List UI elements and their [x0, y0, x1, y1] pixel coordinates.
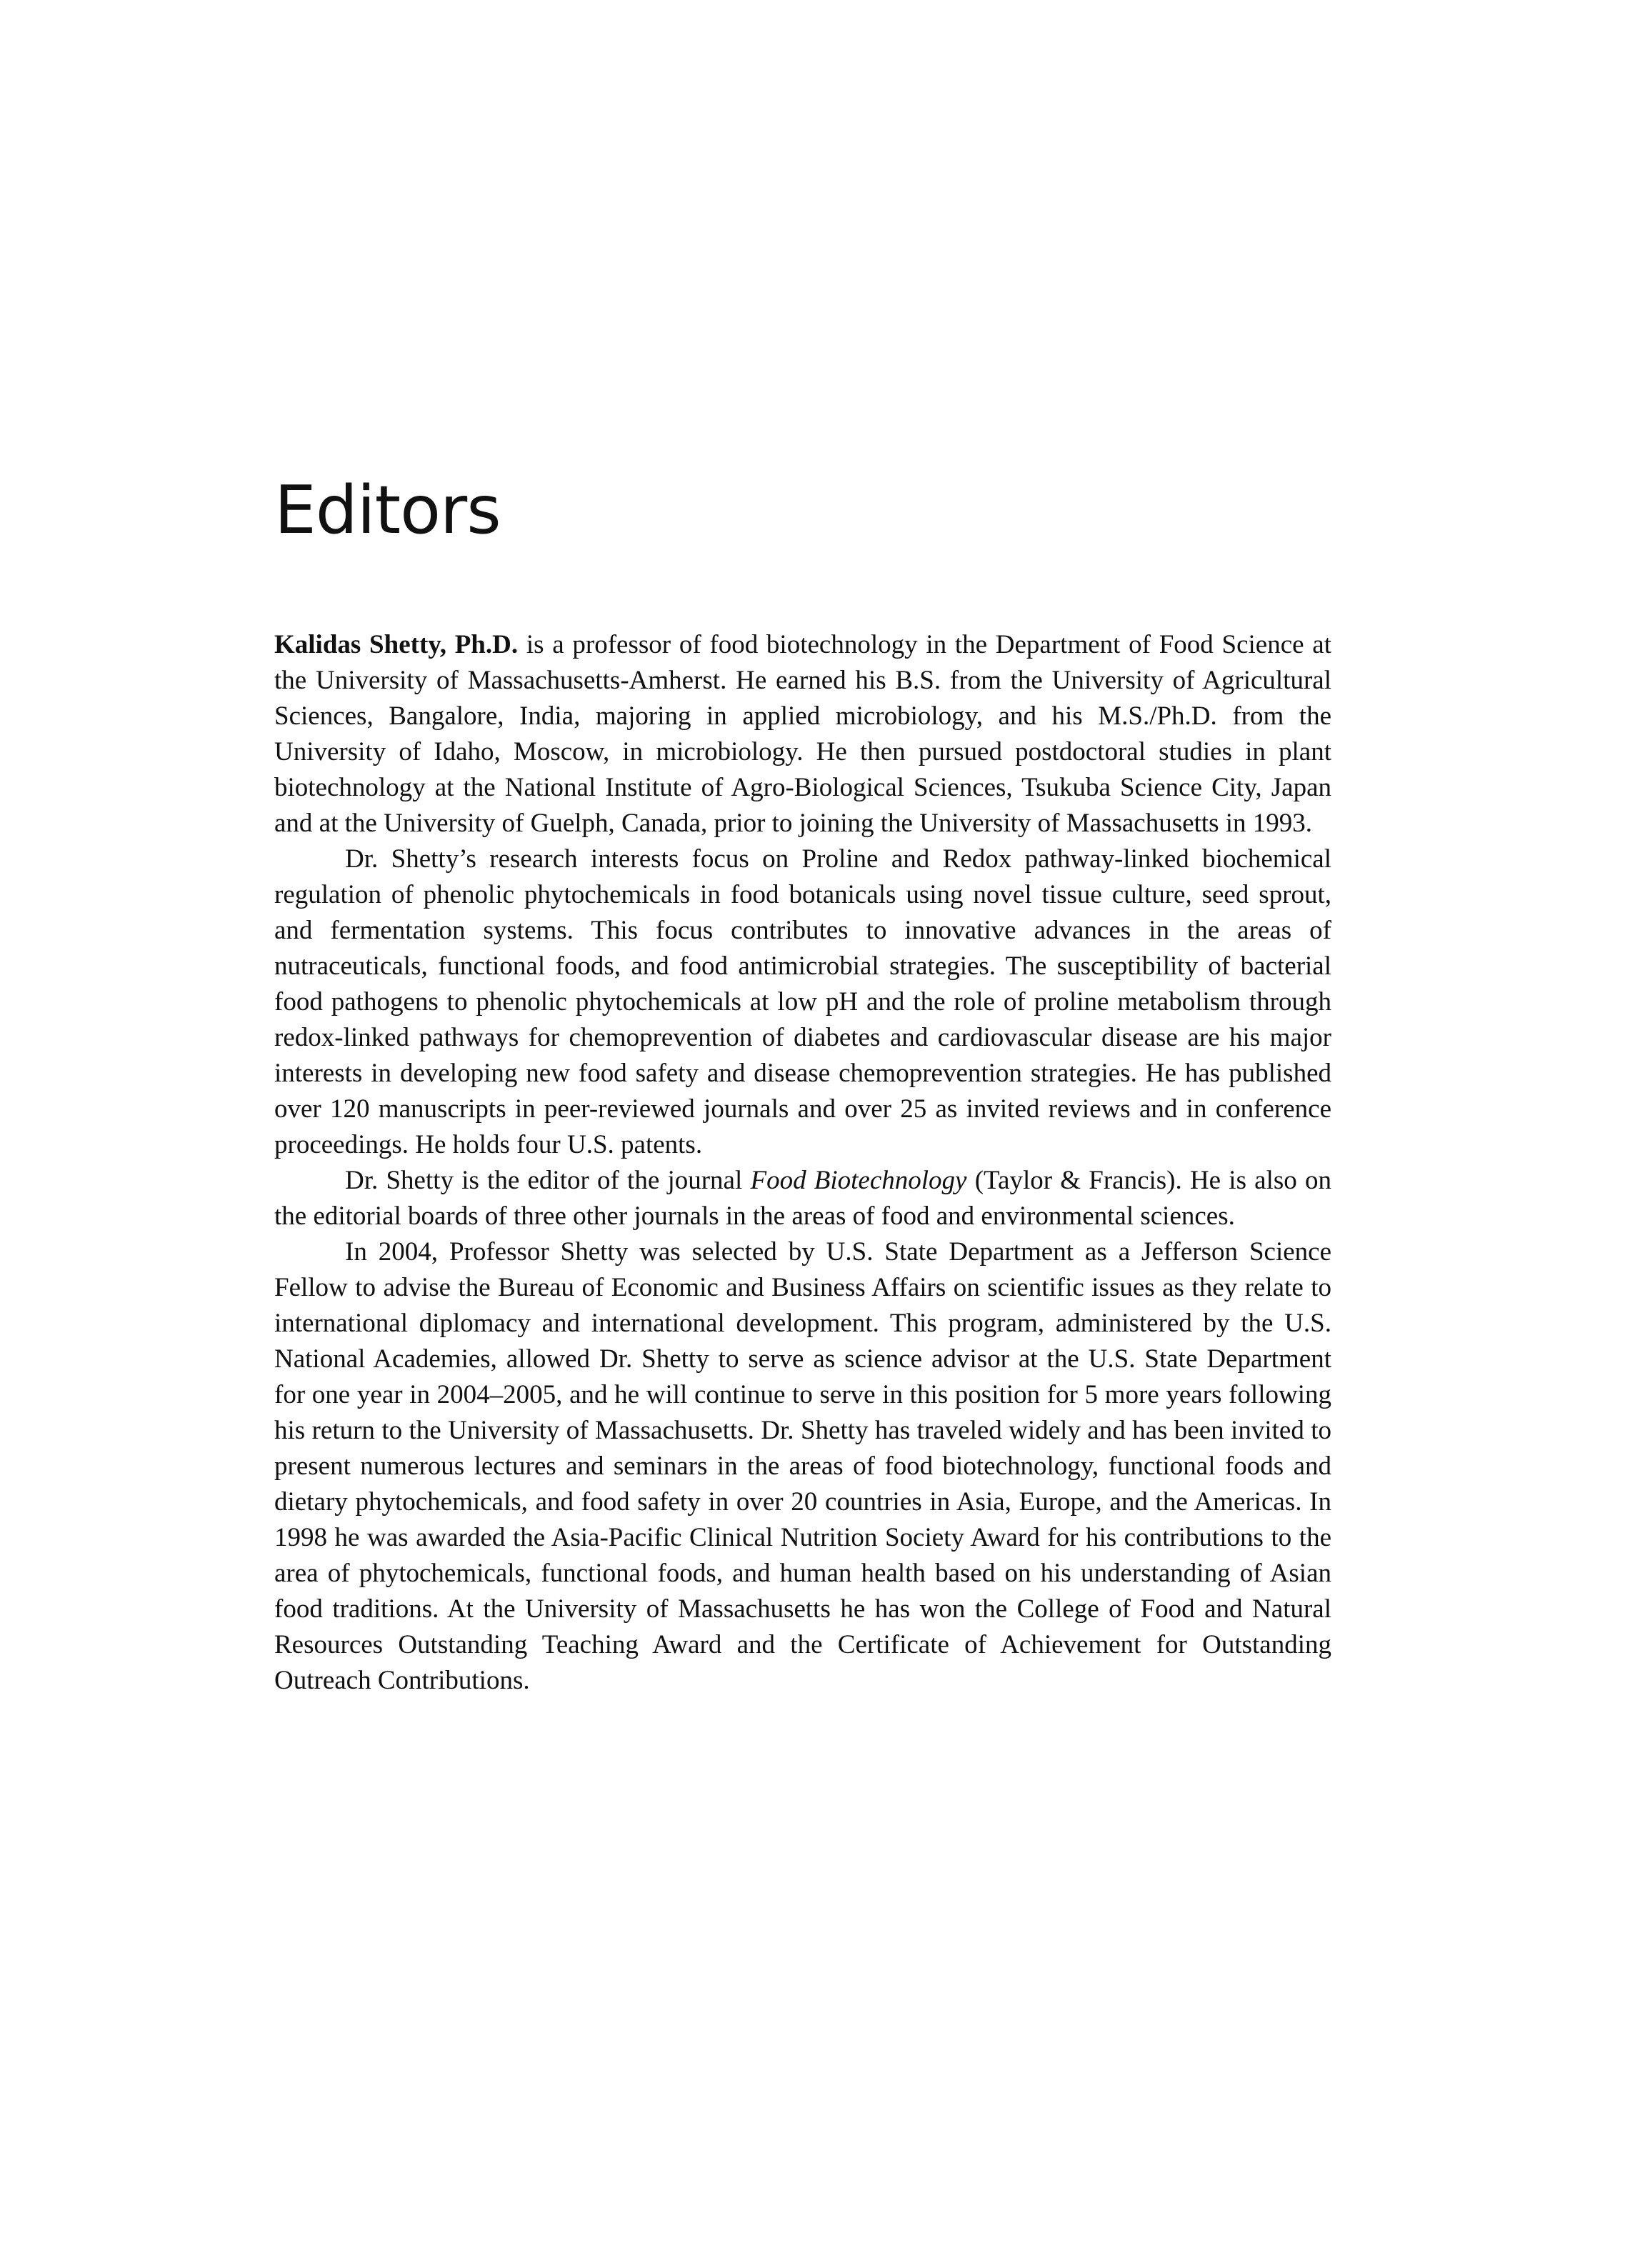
bio-paragraph-editorial	[274, 1163, 1331, 1234]
bio-paragraph-fellowship: In 2004, Professor Shetty was selected by U.S. State Department as a Jefferson Science Fellow to advise the Bureau of Economic and Business Affairs on scientific issues as they relate to international diplomacy and international development. This program, administered by the U.S. National Academies, allowed Dr. Shetty to serve as science advisor at the U.S. State Department for one year in 2004–2005, and he will continue to serve in this position for 5 more years following his return to the University of Massachusetts. Dr. Shetty has traveled widely and has been invited to present numerous lectures and seminars in the areas of food biotechnology, functional foods and dietary phytochemicals, and food safety in over 20 countries in Asia, Europe, and the Americas. In 1998 he was awarded the Asia-Pacific Clinical Nutrition Society Award for his contributions to the area of phytochemicals, functional foods, and human health based on his understanding of Asian food traditions. At the University of Massachusetts he has won the College of Food and Natural Resources Outstanding Teaching Award and the Certificate of Achievement for Outstanding Outreach Contributions.	[274, 1237, 1331, 1695]
bio-intro-text: is a professor of food biotechnology in the Department of Food Science at the University of Massachusetts-Amherst. He earned his B.S. from the University of Agricultural Sciences, Bangalore, India, majoring in applied microbiology, and his M.S./Ph.D. from the University of Idaho, Moscow, in microbiology. He then pursued postdoctoral studies in plant biotechnology at the National Institute of Agro-Biological Sciences, Tsukuba Science City, Japan and at the University of Guelph, Canada, prior to joining the University of Massachusetts in 1993.	[274, 630, 1331, 838]
bio-paragraph-research: Dr. Shetty’s research interests focus on Proline and Redox pathway-linked biochemical regulation of phenolic phytochemicals in food botanicals using novel tissue culture, seed sprout, and fermentation systems. This focus contributes to innovative advances in the areas of nutraceuticals, functional foods, and food antimicrobial strategies. The susceptibility of bacterial food pathogens to phenolic phytochemicals at low pH and the role of proline metabolism through redox-linked pathways for chemoprevention of diabetes and cardiovascular disease are his major interests in developing new food safety and disease chemoprevention strategies. He has published over 120 manuscripts in peer-reviewed journals and over 25 as invited reviews and in conference proceedings. He holds four U.S. patents.	[274, 844, 1331, 1159]
page-title: Editors	[274, 471, 501, 549]
bio-editorial-before: Dr. Shetty is the editor of the journal	[345, 1166, 751, 1195]
editor-bio	[274, 627, 1331, 1699]
bio-editorial-after: (Taylor & Francis). He is also on the editorial boards of three other journals in the areas of food and environmental sciences.	[274, 1166, 1331, 1231]
bio-paragraph-intro	[274, 627, 1331, 841]
journal-title: Food Biotechnology	[750, 1166, 967, 1195]
editor-name: Kalidas Shetty, Ph.D.	[274, 630, 519, 659]
